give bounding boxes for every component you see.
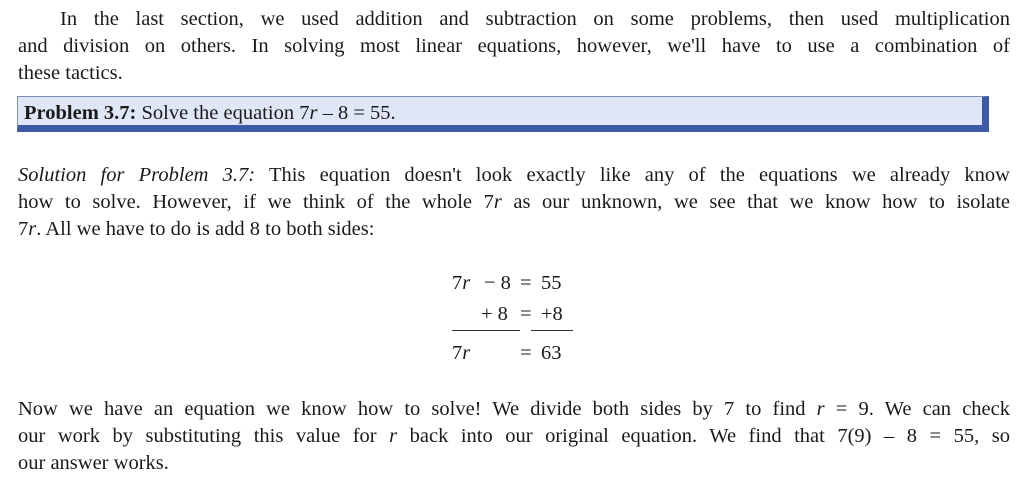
equation-row1-right: 55 xyxy=(541,272,562,294)
conclusion-line: our answer works. xyxy=(18,452,169,474)
equation-rule-right xyxy=(531,330,573,331)
intro-line: these tactics. xyxy=(18,62,123,84)
conclusion-line2-a: our work by substituting this value for xyxy=(18,425,390,447)
solution-line3-b: . All we have to do is add 8 to both sides: xyxy=(36,218,375,240)
equation-row3-equals: = xyxy=(520,342,532,364)
equation-row2-plus: + 8 xyxy=(481,303,508,325)
conclusion-paragraph xyxy=(18,396,1010,477)
equation-row2-equals: = xyxy=(520,303,532,325)
conclusion-line xyxy=(18,396,1010,423)
conclusion-line1-b: = 9. We can check xyxy=(824,398,1010,420)
problem-text-before: Solve the equation 7 xyxy=(136,102,310,124)
problem-label: Problem 3.7: xyxy=(24,102,137,124)
eq-coefficient: 7 xyxy=(452,272,463,294)
equation-row3-left xyxy=(452,340,470,367)
solution-line3-a: 7 xyxy=(18,218,29,240)
solution-line1-text: This equation doesn't look exactly like any of the equations we already know xyxy=(255,164,1010,186)
intro-paragraph xyxy=(18,6,1010,87)
equation-row1-minus: − 8 xyxy=(484,272,511,294)
intro-line: In the last section, we used addition and subtraction on some problems, then used multiplication xyxy=(60,8,1010,30)
conclusion-line2-var: r xyxy=(389,425,398,447)
solution-paragraph xyxy=(18,162,1010,243)
solution-line2-b: as our unknown, we see that we know how to isolate xyxy=(501,191,1010,213)
solution-heading: Solution for Problem 3.7: xyxy=(18,164,256,186)
equation-rule-left xyxy=(452,330,520,331)
problem-statement xyxy=(24,100,396,127)
conclusion-line2-b: back into our original equation. We find that 7(9) – 8 = 55, so xyxy=(397,425,1010,447)
solution-line2-a: how to solve. However, if we think of the whole 7 xyxy=(18,191,494,213)
intro-line: and division on others. In solving most linear equations, however, we'll have to use a combination of xyxy=(18,35,1010,57)
problem-text-after: – 8 = 55. xyxy=(317,102,396,124)
problem-variable: r xyxy=(309,102,318,124)
equation-row1-equals: = xyxy=(520,272,532,294)
equation-row2-right: +8 xyxy=(541,303,563,325)
equation-row1-left xyxy=(452,270,470,297)
conclusion-line1-a: Now we have an equation we know how to solve! We divide both sides by 7 to find xyxy=(18,398,817,420)
problem-box xyxy=(17,96,989,132)
eq-variable: r xyxy=(462,342,471,364)
solution-line xyxy=(18,189,1010,216)
solution-line2-var: r xyxy=(493,191,502,213)
eq-variable: r xyxy=(462,272,471,294)
solution-line3-var: r xyxy=(28,218,37,240)
solution-line xyxy=(18,162,1010,189)
equation-row3-right: 63 xyxy=(541,342,562,364)
conclusion-line1-var: r xyxy=(816,398,825,420)
solution-line xyxy=(18,216,1010,243)
conclusion-line xyxy=(18,423,1010,450)
eq-coefficient: 7 xyxy=(452,342,463,364)
